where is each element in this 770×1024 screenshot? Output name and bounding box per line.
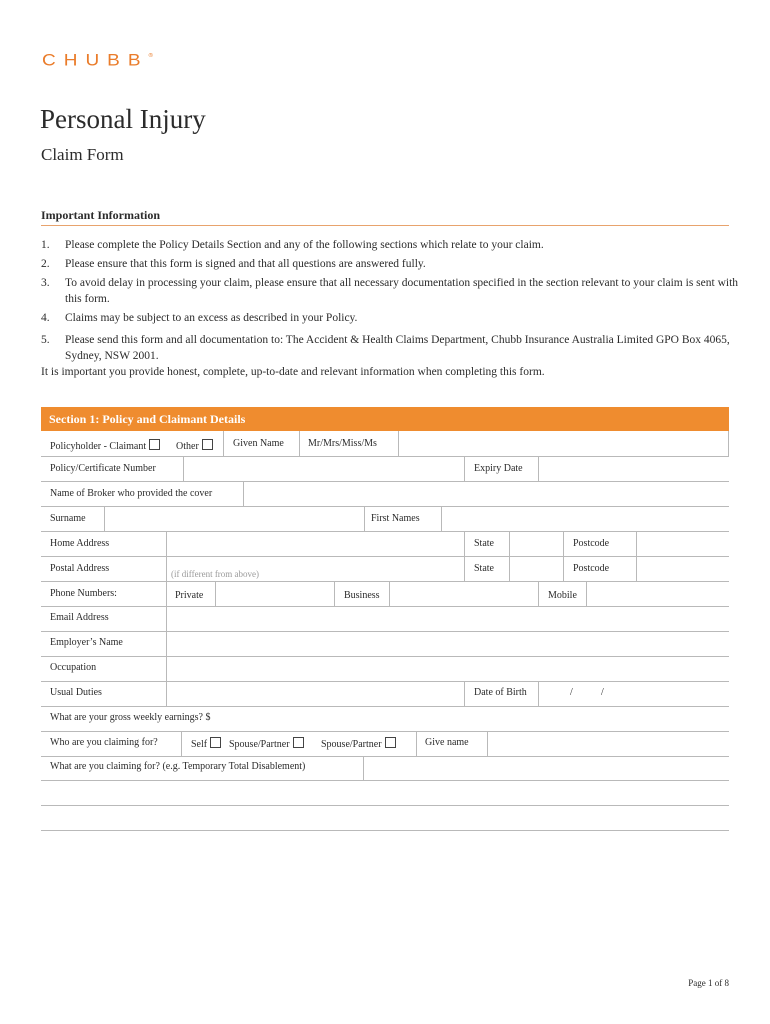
cell-divider	[166, 581, 167, 606]
postal-address-label: Postal Address	[50, 563, 110, 574]
broker-field[interactable]	[243, 481, 244, 506]
home-state-field[interactable]	[509, 531, 510, 556]
cell-divider	[364, 506, 365, 531]
row-divider	[41, 756, 729, 757]
usual-duties-field[interactable]	[166, 681, 167, 706]
home-address-field[interactable]	[166, 531, 167, 556]
item-text: Please complete the Policy Details Section and any of the following sections which relate to your claim.	[65, 239, 544, 251]
item-text: Please ensure that this form is signed and that all questions are answered fully.	[65, 258, 426, 270]
private-phone-label: Private	[175, 590, 204, 601]
spouse-checkbox[interactable]	[293, 737, 304, 748]
cell-divider	[464, 531, 465, 556]
self-checkbox[interactable]	[210, 737, 221, 748]
item-number: 2.	[41, 258, 50, 270]
cell-divider	[538, 581, 539, 606]
cell-divider	[563, 556, 564, 581]
business-phone-label: Business	[344, 590, 380, 601]
home-state-label: State	[474, 538, 494, 549]
home-address-label: Home Address	[50, 538, 110, 549]
row-divider	[41, 581, 729, 582]
employer-label: Employer’s Name	[50, 637, 123, 648]
postal-address-field[interactable]	[166, 556, 167, 581]
row-divider	[41, 706, 729, 707]
first-names-label: First Names	[371, 513, 420, 524]
cell-divider	[299, 431, 300, 456]
cell-divider	[563, 531, 564, 556]
policy-number-field[interactable]	[183, 456, 184, 481]
claiming-for-label: Who are you claiming for?	[50, 737, 158, 748]
cell-divider	[464, 456, 465, 481]
row-divider	[41, 456, 729, 457]
chubb-logo	[42, 52, 153, 71]
cell-divider	[416, 731, 417, 756]
cell-divider	[464, 556, 465, 581]
give-name-field[interactable]	[487, 731, 488, 756]
list-item	[41, 256, 741, 272]
occupation-field[interactable]	[166, 656, 167, 681]
email-label: Email Address	[50, 612, 109, 623]
spouse-partner-option-1[interactable]	[229, 737, 304, 750]
mobile-phone-field[interactable]	[586, 581, 587, 606]
postal-state-field[interactable]	[509, 556, 510, 581]
spouse-label: Spouse/Partner	[229, 739, 290, 750]
important-list	[41, 237, 741, 364]
home-postcode-field[interactable]	[636, 531, 637, 556]
registered-mark: ®	[148, 53, 153, 59]
cell-divider	[728, 431, 729, 456]
postal-postcode-label: Postcode	[573, 563, 610, 574]
title-label: Mr/Mrs/Miss/Ms	[308, 438, 377, 449]
item-number: 4.	[41, 312, 50, 324]
cell-divider	[334, 581, 335, 606]
item-number: 3.	[41, 277, 50, 289]
surname-label: Surname	[50, 513, 86, 524]
cell-divider	[181, 731, 182, 756]
employer-field[interactable]	[166, 631, 167, 656]
claim-type-field[interactable]	[363, 756, 364, 780]
cell-divider	[398, 431, 399, 456]
spouse-label: Spouse/Partner	[321, 739, 382, 750]
item-text: Please send this form and all documentation to: The Accident & Health Claims Department, Chubb Insurance Australia Limited GPO Box 4065, Sydney, NSW 2001.	[65, 334, 730, 362]
claim-type-label: What are you claiming for? (e.g. Temporary Total Disablement)	[50, 761, 306, 772]
mobile-phone-label: Mobile	[548, 590, 577, 601]
first-names-field[interactable]	[441, 506, 442, 531]
dob-label: Date of Birth	[474, 687, 527, 698]
other-checkbox[interactable]	[202, 439, 213, 450]
item-text: Claims may be subject to an excess as described in your Policy.	[65, 312, 358, 324]
list-item	[41, 275, 741, 307]
expiry-date-field[interactable]	[538, 456, 539, 481]
business-phone-field[interactable]	[389, 581, 390, 606]
row-divider	[41, 481, 729, 482]
honesty-notice: It is important you provide honest, complete, up-to-date and relevant information when completing this form.	[41, 366, 545, 378]
policy-number-label: Policy/Certificate Number	[50, 463, 156, 474]
claimant-label: Policyholder - Claimant	[50, 441, 147, 452]
given-name-label: Given Name	[233, 438, 284, 449]
row-divider	[41, 780, 729, 781]
postal-state-label: State	[474, 563, 494, 574]
row-divider	[41, 606, 729, 607]
self-option[interactable]	[191, 737, 221, 750]
postal-hint: (if different from above)	[171, 569, 260, 579]
earnings-label: What are your gross weekly earnings? $	[50, 712, 211, 723]
logo-text: CHUBB	[42, 52, 149, 70]
list-item	[41, 237, 741, 253]
row-divider	[41, 731, 729, 732]
usual-duties-label: Usual Duties	[50, 687, 102, 698]
dob-separator: /	[570, 687, 573, 698]
row-divider	[41, 681, 729, 682]
occupation-label: Occupation	[50, 662, 97, 673]
page-number: Page 1 of 8	[688, 978, 729, 988]
surname-field[interactable]	[104, 506, 105, 531]
list-item	[41, 332, 741, 364]
row-divider	[41, 531, 729, 532]
row-divider	[41, 631, 729, 632]
row-divider	[41, 506, 729, 507]
spouse-partner-option-2[interactable]	[321, 737, 396, 750]
row-divider	[41, 656, 729, 657]
item-number: 5.	[41, 334, 50, 346]
page-title: Personal Injury	[40, 104, 206, 134]
item-number: 1.	[41, 239, 50, 251]
phone-numbers-label: Phone Numbers:	[50, 588, 117, 599]
row-divider	[41, 805, 729, 806]
policyholder-claimant-option[interactable]	[50, 439, 160, 452]
expiry-date-label: Expiry Date	[474, 463, 523, 474]
page-subtitle: Claim Form	[41, 145, 124, 164]
cell-divider	[223, 431, 224, 456]
list-item	[41, 310, 741, 326]
postal-postcode-field[interactable]	[636, 556, 637, 581]
section-1-header	[41, 407, 729, 431]
item-text: To avoid delay in processing your claim, please ensure that all necessary documentation specified in the section relevant to your claim is sent with this form.	[65, 277, 739, 305]
row-divider	[41, 830, 729, 831]
dob-field[interactable]	[538, 681, 539, 706]
section-1-title: Section 1: Policy and Claimant Details	[49, 412, 246, 426]
give-name-label: Give name	[425, 737, 469, 748]
email-field[interactable]	[166, 606, 167, 631]
policyholder-other-option[interactable]	[176, 439, 213, 452]
home-postcode-label: Postcode	[573, 538, 610, 549]
self-label: Self	[191, 739, 208, 750]
claimant-checkbox[interactable]	[149, 439, 160, 450]
other-label: Other	[176, 441, 199, 452]
important-heading: Important Information	[41, 208, 160, 222]
cell-divider	[464, 681, 465, 706]
private-phone-field[interactable]	[215, 581, 216, 606]
broker-label: Name of Broker who provided the cover	[50, 488, 213, 499]
dob-separator: /	[601, 687, 604, 698]
heading-divider	[41, 225, 729, 226]
row-divider	[41, 556, 729, 557]
spouse-checkbox[interactable]	[385, 737, 396, 748]
